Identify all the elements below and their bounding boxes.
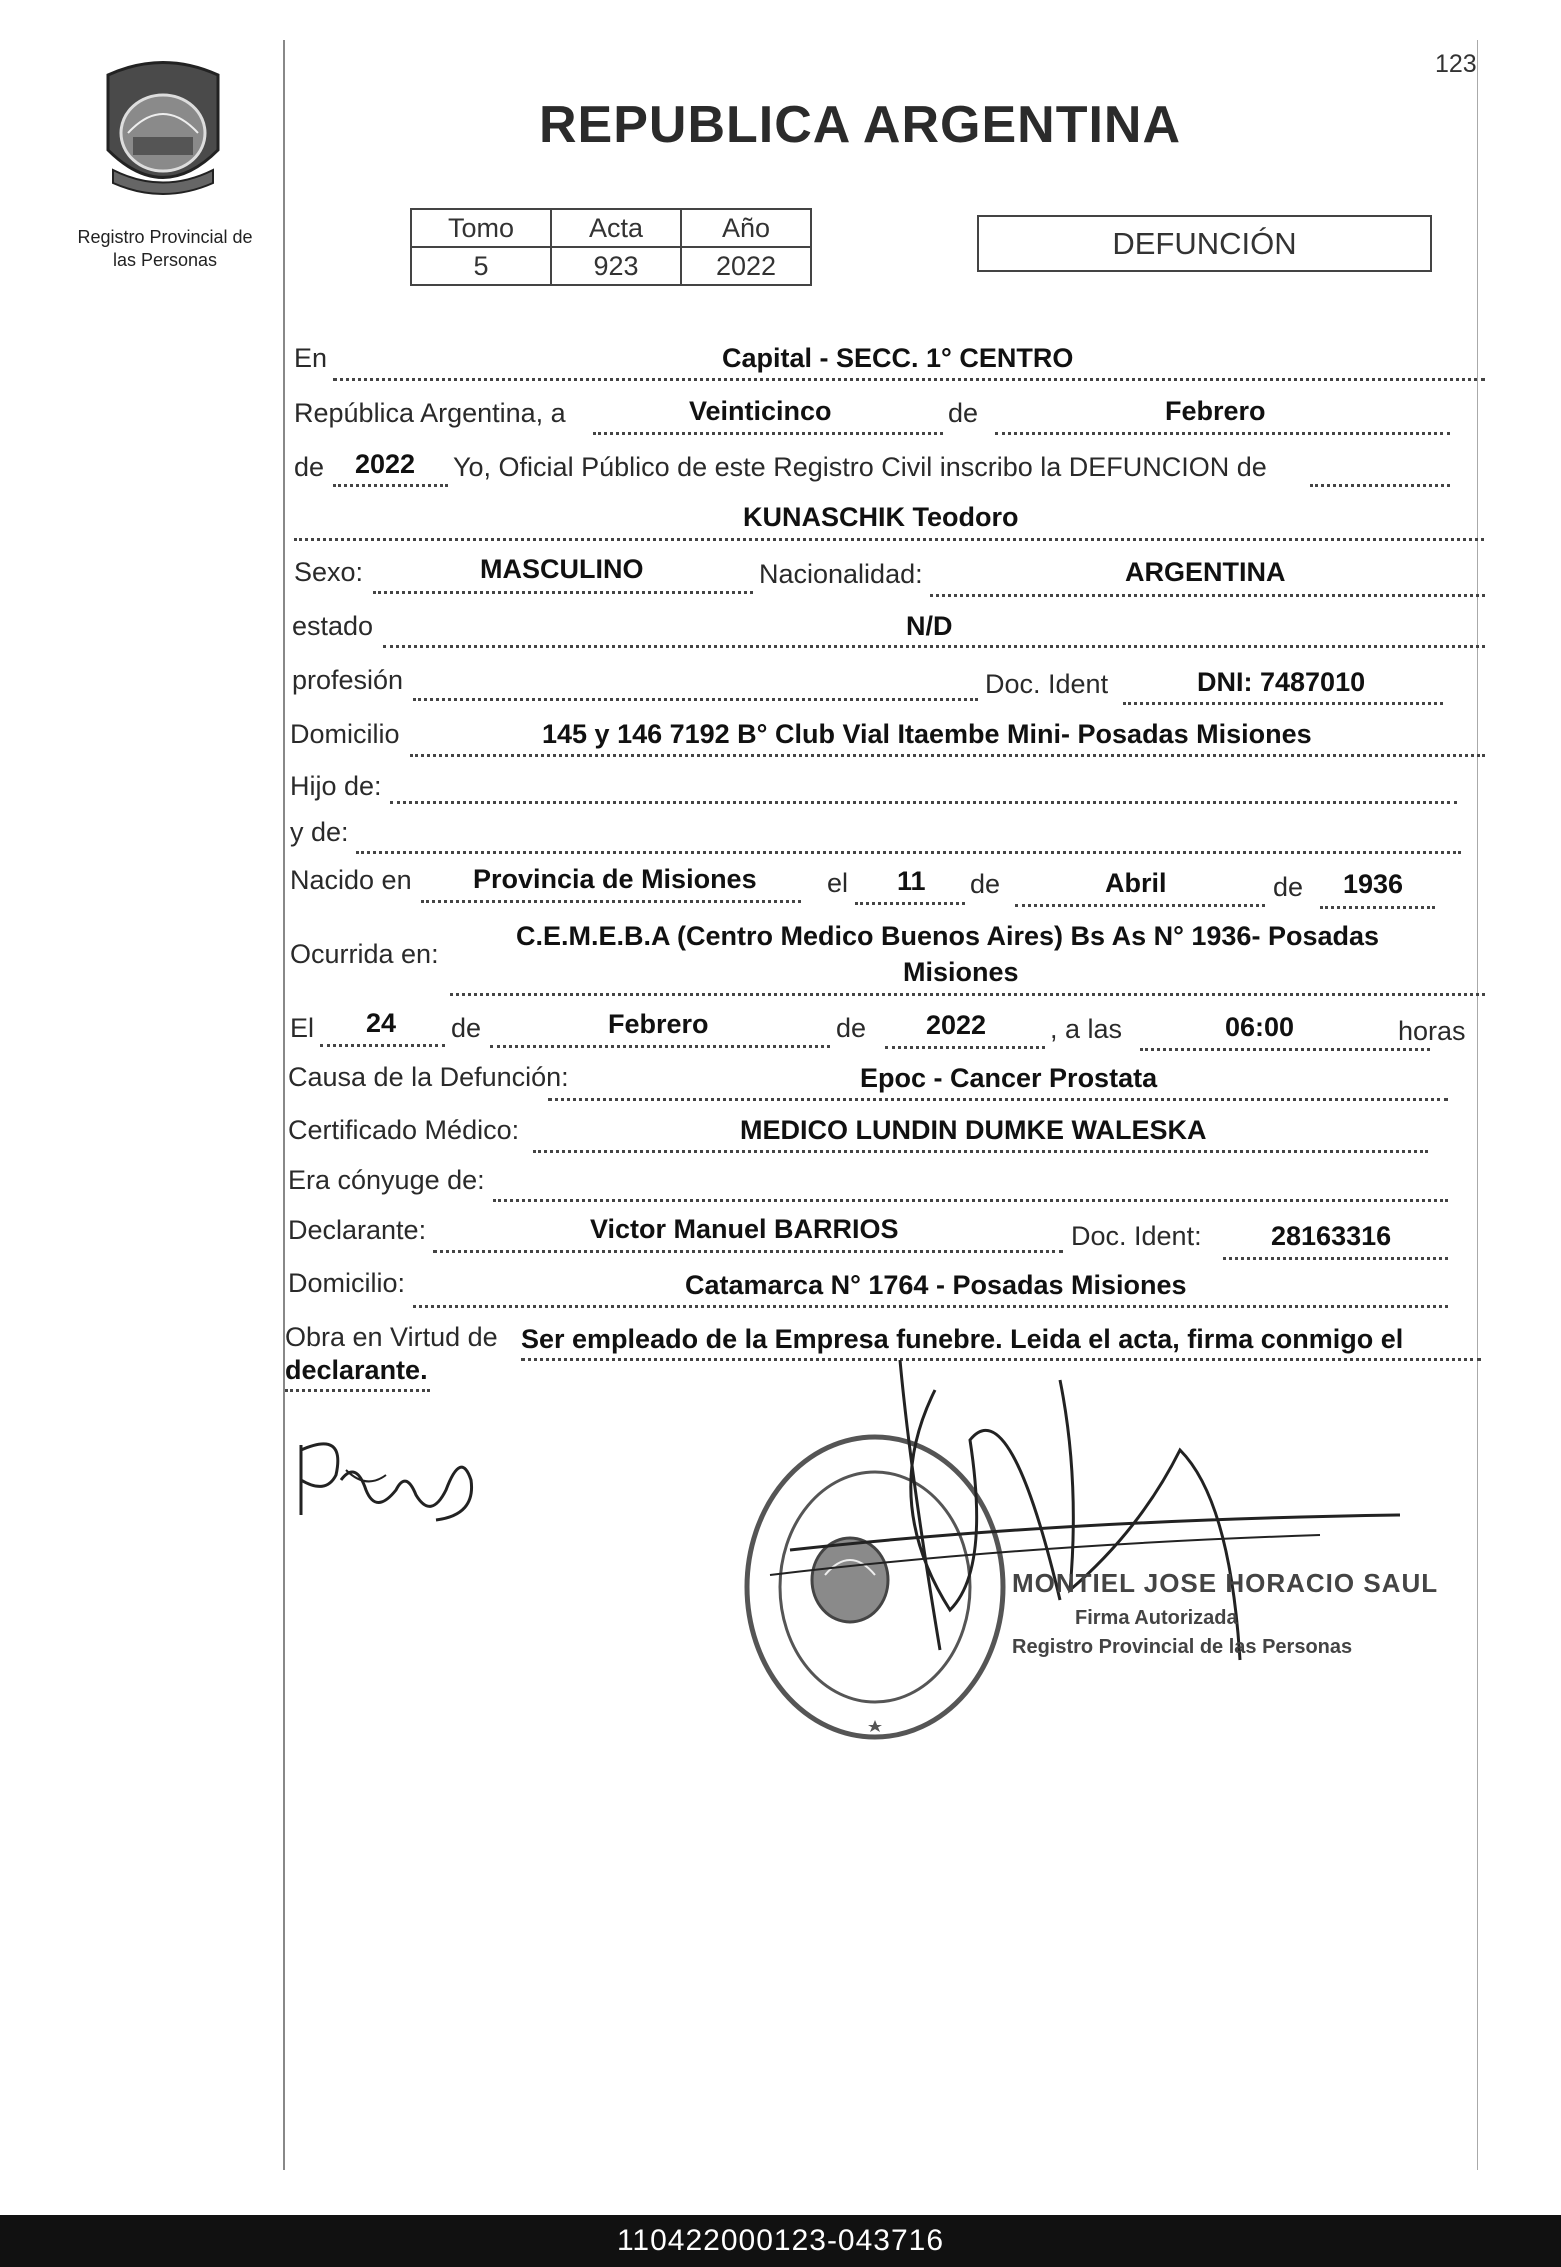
domicilio2-dotted-line <box>413 1305 1448 1308</box>
de-label-2: de <box>294 452 325 482</box>
page-title: REPUBLICA ARGENTINA <box>538 96 1182 154</box>
death-year: 2022 <box>926 1010 987 1040</box>
en-label: En <box>294 343 328 373</box>
barcode-number-bar: 110422000123-043716 <box>0 2215 1561 2267</box>
el-label-1: el <box>827 868 849 898</box>
el-label-2: El <box>290 1013 315 1043</box>
nacido-value: Provincia de Misiones <box>473 864 757 894</box>
y-de-label: y de: <box>290 817 349 847</box>
record-header-tomo: Tomo <box>411 209 551 247</box>
authorized-signature <box>760 1350 1400 1770</box>
stamp-registry-text: Registro Provincial de las Personas <box>1012 1636 1353 1658</box>
nacionalidad-label: Nacionalidad: <box>759 559 923 589</box>
nacido-dotted-line <box>421 900 801 903</box>
de-label-1: de <box>948 398 979 428</box>
hijo-dotted-line <box>390 801 1457 804</box>
ocurrida-label: Ocurrida en: <box>290 939 439 969</box>
birth-month: Abril <box>1105 868 1167 898</box>
right-margin-line <box>1477 40 1478 2170</box>
doc-ident2-dotted-line <box>1223 1257 1448 1260</box>
estado-dotted-line <box>383 645 1485 648</box>
record-table-value-row <box>411 247 811 285</box>
causa-dotted-line <box>548 1098 1448 1101</box>
record-value-acta: 923 <box>551 247 681 285</box>
left-margin-line <box>283 40 285 2170</box>
domicilio-dotted-line <box>410 754 1485 757</box>
sexo-label: Sexo: <box>294 557 364 587</box>
declarante-value: Victor Manuel BARRIOS <box>590 1214 899 1244</box>
republica-label: República Argentina, a <box>294 398 566 428</box>
a-las-label: , a las <box>1050 1014 1123 1044</box>
record-header-acta: Acta <box>551 209 681 247</box>
de-label-3: de <box>970 869 1001 899</box>
ocurrida-value-line2: Misiones <box>903 957 1019 987</box>
oficial-statement: Yo, Oficial Público de este Registro Civil inscribo la DEFUNCION de <box>453 452 1267 482</box>
doc-ident-label: Doc. Ident <box>985 669 1109 699</box>
nacionalidad-dotted-line <box>930 594 1485 597</box>
domicilio2-label: Domicilio: <box>288 1268 406 1298</box>
month-dotted-line <box>995 432 1450 435</box>
birth-day-dotted-line <box>855 902 965 905</box>
horas-label: horas <box>1398 1016 1466 1046</box>
y-de-dotted-line <box>356 851 1461 854</box>
death-day-dotted-line <box>320 1044 445 1047</box>
conyuge-label: Era cónyuge de: <box>288 1165 485 1195</box>
sexo-dotted-line <box>373 591 753 594</box>
page-number: 123 <box>1435 50 1477 78</box>
birth-day: 11 <box>897 866 926 896</box>
causa-label: Causa de la Defunción: <box>288 1062 569 1092</box>
doc-ident2-value: 28163316 <box>1271 1221 1392 1251</box>
death-time: 06:00 <box>1225 1012 1295 1042</box>
nacido-label: Nacido en <box>290 865 412 895</box>
birth-year-dotted-line <box>1320 906 1435 909</box>
doc-ident2-label: Doc. Ident: <box>1071 1221 1202 1251</box>
obra-value-line2: declarante. <box>285 1355 428 1385</box>
declarante-label: Declarante: <box>288 1215 427 1245</box>
birth-month-dotted-line <box>1015 904 1265 907</box>
conyuge-dotted-line <box>493 1199 1448 1202</box>
profesion-dotted-line <box>413 698 978 701</box>
year-value: 2022 <box>355 449 416 479</box>
record-table <box>410 208 812 286</box>
registry-caption-line1: Registro Provincial de <box>77 227 253 247</box>
registry-caption-line2: las Personas <box>112 250 218 270</box>
death-time-dotted-line <box>1140 1048 1430 1051</box>
death-year-dotted-line <box>885 1046 1045 1049</box>
ocurrida-value-line1: C.E.M.E.B.A (Centro Medico Buenos Aires) Bs As N° 1936- Posadas <box>516 921 1379 951</box>
location-value: Capital - SECC. 1° CENTRO <box>722 343 1074 373</box>
registry-caption <box>60 226 270 272</box>
domicilio2-value: Catamarca N° 1764 - Posadas Misiones <box>685 1270 1187 1300</box>
declarant-signature <box>286 1420 486 1530</box>
obra-dotted-line-2 <box>285 1389 430 1392</box>
profesion-label: profesión <box>292 665 404 695</box>
death-month-dotted-line <box>490 1045 830 1048</box>
month-value: Febrero <box>1165 396 1266 426</box>
domicilio-value: 145 y 146 7192 B° Club Vial Itaembe Mini- Posadas Misiones <box>542 719 1312 749</box>
declarante-dotted-line <box>433 1250 1063 1253</box>
causa-value: Epoc - Cancer Prostata <box>860 1063 1158 1093</box>
estado-label: estado <box>292 611 374 641</box>
authorized-official-name: MONTIEL JOSE HORACIO SAUL <box>1012 1568 1439 1598</box>
certificado-value: MEDICO LUNDIN DUMKE WALESKA <box>740 1115 1207 1145</box>
de-label-6: de <box>836 1013 867 1043</box>
year-dotted-line <box>333 484 448 487</box>
day-dotted-line <box>593 432 943 435</box>
obra-value-line1: Ser empleado de la Empresa funebre. Leida el acta, firma conmigo el <box>521 1324 1404 1354</box>
sexo-value: MASCULINO <box>480 554 644 584</box>
de-label-4: de <box>1273 872 1304 902</box>
obra-label: Obra en Virtud de <box>285 1322 498 1352</box>
deceased-name: KUNASCHIK Teodoro <box>743 502 1019 532</box>
de-label-5: de <box>451 1013 482 1043</box>
location-dotted-line <box>333 378 1485 381</box>
day-value: Veinticinco <box>689 396 832 426</box>
record-value-tomo: 5 <box>411 247 551 285</box>
province-shield-logo <box>88 55 238 205</box>
nacionalidad-value: ARGENTINA <box>1125 557 1286 587</box>
death-month: Febrero <box>608 1009 709 1039</box>
estado-value: N/D <box>906 611 953 641</box>
birth-year: 1936 <box>1343 869 1404 899</box>
hijo-label: Hijo de: <box>290 771 382 801</box>
doc-ident-dotted-line <box>1123 702 1443 705</box>
record-table-header-row <box>411 209 811 247</box>
death-day: 24 <box>366 1008 397 1038</box>
oficial-dotted-line <box>1310 484 1450 487</box>
ocurrida-dotted-line <box>450 993 1485 996</box>
name-dotted-line <box>294 538 1484 541</box>
certificado-dotted-line <box>533 1150 1428 1153</box>
certificado-label: Certificado Médico: <box>288 1115 520 1145</box>
domicilio-label: Domicilio <box>290 719 400 749</box>
document-type-box: DEFUNCIÓN <box>977 215 1432 272</box>
record-value-ano: 2022 <box>681 247 811 285</box>
firma-autorizada-text: Firma Autorizada <box>1075 1607 1238 1629</box>
record-header-ano: Año <box>681 209 811 247</box>
doc-ident-value: DNI: 7487010 <box>1197 667 1366 697</box>
